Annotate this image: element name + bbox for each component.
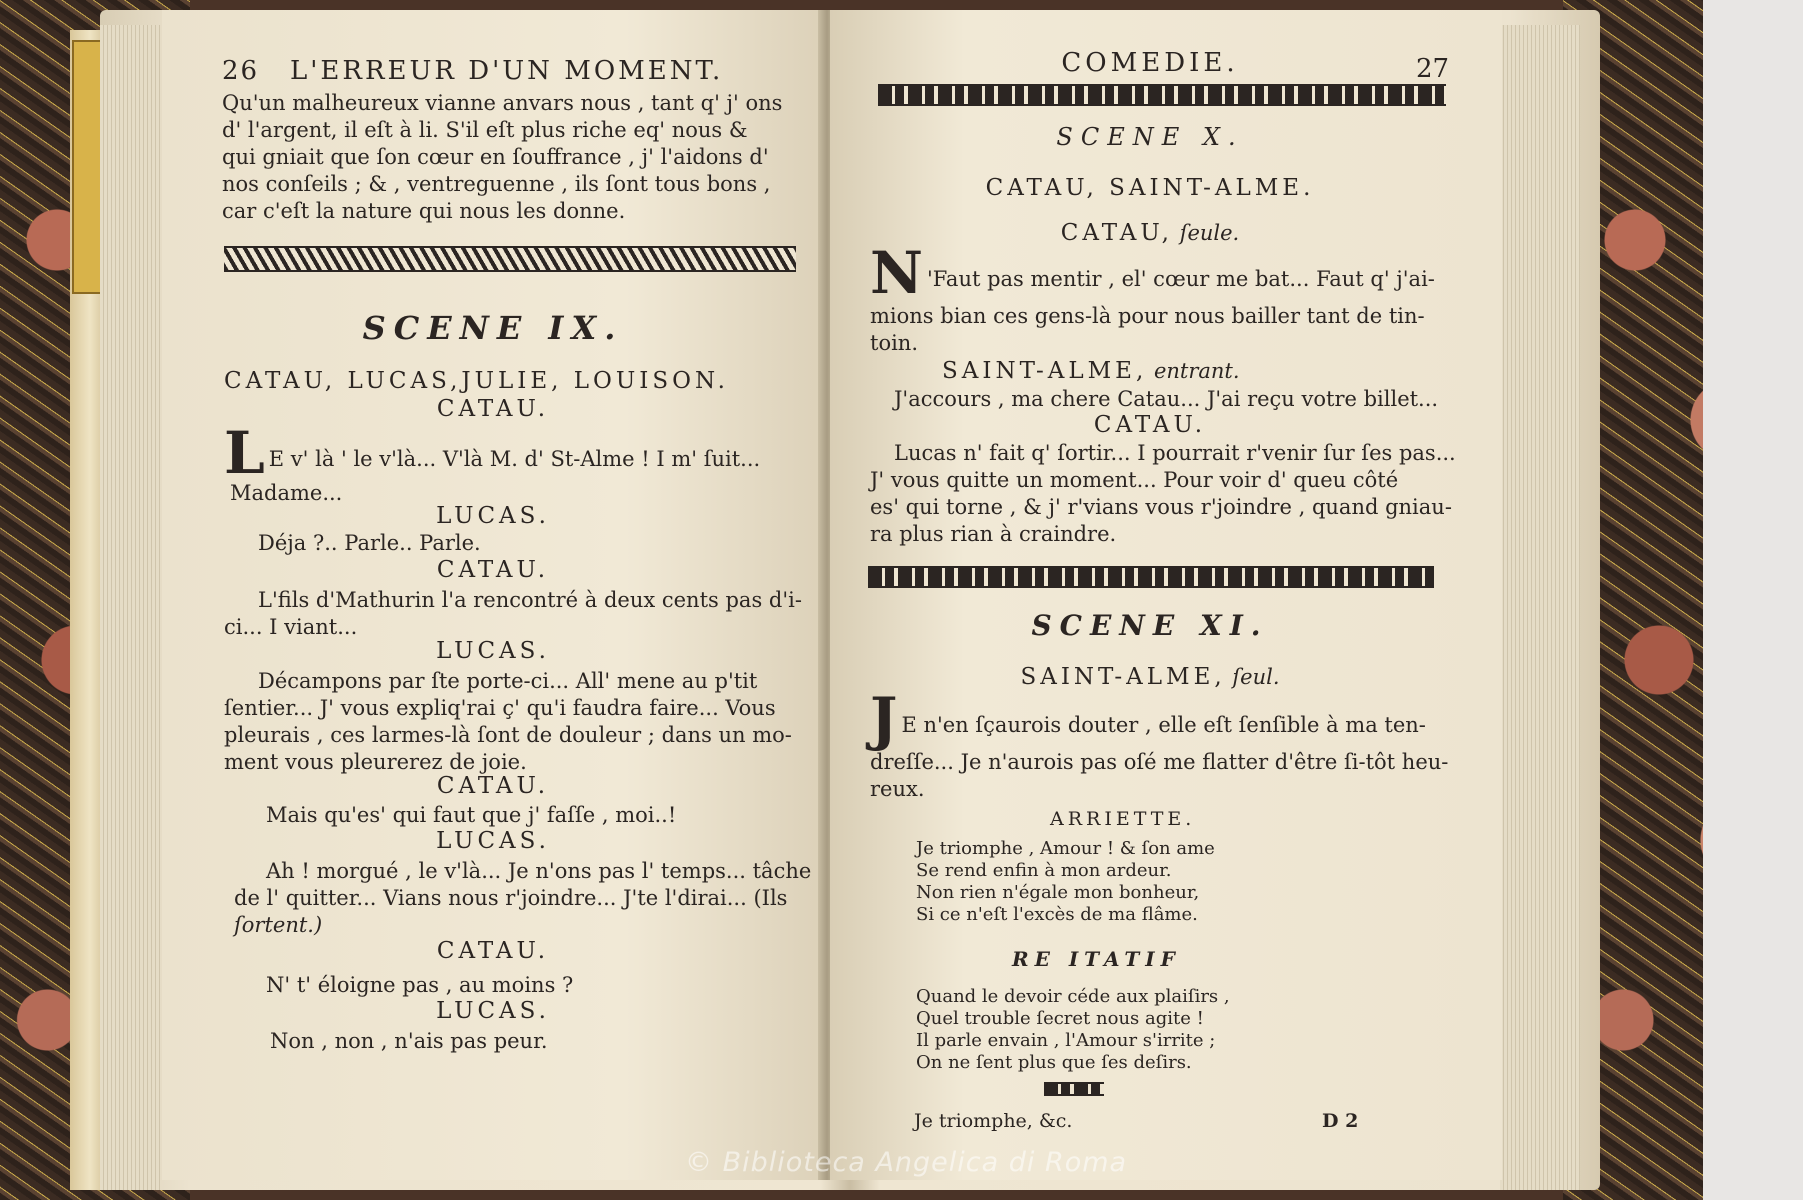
speech-line: toin. [870,331,918,355]
page-number-27: 27 [1416,54,1450,84]
scene-x-characters: CATAU, SAINT-ALME. [985,175,1315,201]
speech-line: pleurais , ces larmes-là ſont de douleur ; dans un mo- [224,723,792,747]
ornament-divider [224,246,796,272]
stage-direction: entrant. [1153,359,1240,383]
speech-line: ment vous pleurerez de joie. [224,750,527,774]
right-page [830,10,1502,1180]
opening-line-2: d' l'argent, il eſt à li. S'il eſt plus riche eq' nous & [222,118,748,142]
speaker-label: CATAU. [1093,412,1207,438]
speech-line: E n'en ſçaurois douter , elle eſt ſenſible à ma ten- [901,713,1426,737]
page-edges-left [100,25,160,1190]
opening-line-3: qui gniait que ſon cœur en ſouffrance , j' l'aidons d' [222,145,769,169]
opening-line-4: nos conſeils ; & , ventreguenne , ils ſont tous bons , [222,172,771,196]
speech-line: Déja ?.. Parle.. Parle. [258,531,481,555]
scene-ix-title: SCENE IX. [362,309,624,347]
speech-line: Mais qu'es' qui faut que j' faſſe , moi..! [266,803,677,827]
scene-xi-title: SCENE XI. [1031,609,1269,642]
speaker-label: CATAU, [1060,220,1173,246]
verse-line: Quel trouble ſecret nous agite ! [916,1008,1204,1029]
recitatif-label: RE ITATIF [1012,947,1181,971]
speaker-heading [942,358,1240,385]
background-edge [1703,0,1803,1200]
verse-line: Je triomphe , Amour ! & ſon ame [916,838,1215,859]
signature-mark: D 2 [1322,1110,1359,1132]
speaker-label: CATAU. [436,396,550,422]
speaker-label: SAINT-ALME, [942,358,1148,384]
opening-line-5: car c'eſt la nature qui nous les donne. [222,199,626,223]
speech-line: L'fils d'Mathurin l'a rencontré à deux cents pas d'i- [258,588,802,612]
speaker-label: CATAU. [436,773,550,799]
speech-line: J'accours , ma chere Catau... J'ai reçu votre billet... [894,387,1439,411]
stage-direction: ſortent.) [234,913,323,937]
speech-line: Non , non , n'ais pas peur. [270,1029,548,1053]
speech-line: E v' là ' le v'là... V'là M. d' St-Alme ! I m' ſuit... [268,447,761,471]
speech-line: Lucas n' fait q' ſortir... I pourrait r'venir ſur ſes pas... [894,441,1456,465]
verse-line: Il parle envain , l'Amour s'irrite ; [916,1030,1216,1051]
speech-paragraph [224,419,804,487]
speech-line: Madame... [230,481,343,505]
drop-cap: N [870,239,924,307]
speech-line: de l' quitter... Vians nous r'joindre... J'te l'dirai... (Ils [234,886,788,910]
speech-line: Décampons par ſte porte-ci... All' mene au p'tit [258,669,758,693]
verse-line: Quand le devoir céde aux plaiſirs , [916,986,1230,1007]
speech-line: Ah ! morgué , le v'là... Je n'ons pas l' temps... tâche [266,859,812,883]
speaker-label: LUCAS. [436,503,550,529]
running-head-left: L'ERREUR D'UN MOMENT. [290,56,724,86]
speaker-label: CATAU. [436,938,550,964]
speech-line: N' t' éloigne pas , au moins ? [266,973,574,997]
left-page [162,10,824,1180]
verse-line: Si ce n'eſt l'excès de ma flâme. [916,904,1198,925]
speaker-label: LUCAS. [436,638,550,664]
speech-line: J' vous quitte un moment... Pour voir d' queu côté [870,468,1399,492]
speaker-label: LUCAS. [436,828,550,854]
verse-line: On ne ſent plus que ſes deſirs. [916,1052,1192,1073]
scene-x-title: SCENE X. [1056,123,1244,151]
speaker-heading [830,220,1470,247]
speaker-label: LUCAS. [436,998,550,1024]
speaker-label: CATAU. [436,557,550,583]
speech-line: ſentier... J' vous expliq'rai ç' qu'i faudra faire... Vous [224,696,776,720]
verse-line: Se rend enfin à mon ardeur. [916,860,1172,881]
ariette-label: ARRIETTE. [1050,808,1196,830]
watermark: © Biblioteca Angelica di Roma [685,1147,1128,1178]
speech-line: reux. [870,777,925,801]
opening-line-1: Qu'un malheureux vianne anvars nous , tant q' j' ons [222,91,783,115]
speaker-heading [830,664,1470,691]
speech-line: ci... I viant... [224,615,358,639]
ornament-rule-middle [868,566,1434,588]
scene-ix-characters: CATAU, LUCAS,JULIE, LOUISON. [224,368,729,394]
drop-cap: L [224,419,265,487]
speaker-label: SAINT-ALME, [1020,664,1226,690]
speech-line: ra plus rian à craindre. [870,522,1117,546]
speech-line: es' qui torne , & j' r'vians vous r'joindre , quand gniau- [870,495,1452,519]
speech-line: mions bian ces gens-là pour nous bailler tant de tin- [870,304,1425,328]
stage-direction: ſeule. [1179,221,1240,245]
speech-paragraph [870,685,1470,753]
verse-line: Non rien n'égale mon bonheur, [916,882,1200,903]
ornament-small [1044,1082,1104,1096]
drop-cap: J [870,685,898,753]
page-number-26: 26 [222,56,260,86]
running-head-right: COMEDIE. [1061,48,1239,78]
speech-line: 'Faut pas mentir , el' cœur me bat... Faut q' j'ai- [927,267,1435,291]
ornament-rule-top [878,84,1446,106]
page-edges-right [1500,25,1580,1190]
catchword: Je triomphe, &c. [914,1110,1073,1132]
stage-direction: ſeul. [1232,665,1280,689]
speech-paragraph [870,239,1470,307]
speech-line: dreſſe... Je n'aurois pas oſé me flatter d'être ſi-tôt heu- [870,750,1449,774]
